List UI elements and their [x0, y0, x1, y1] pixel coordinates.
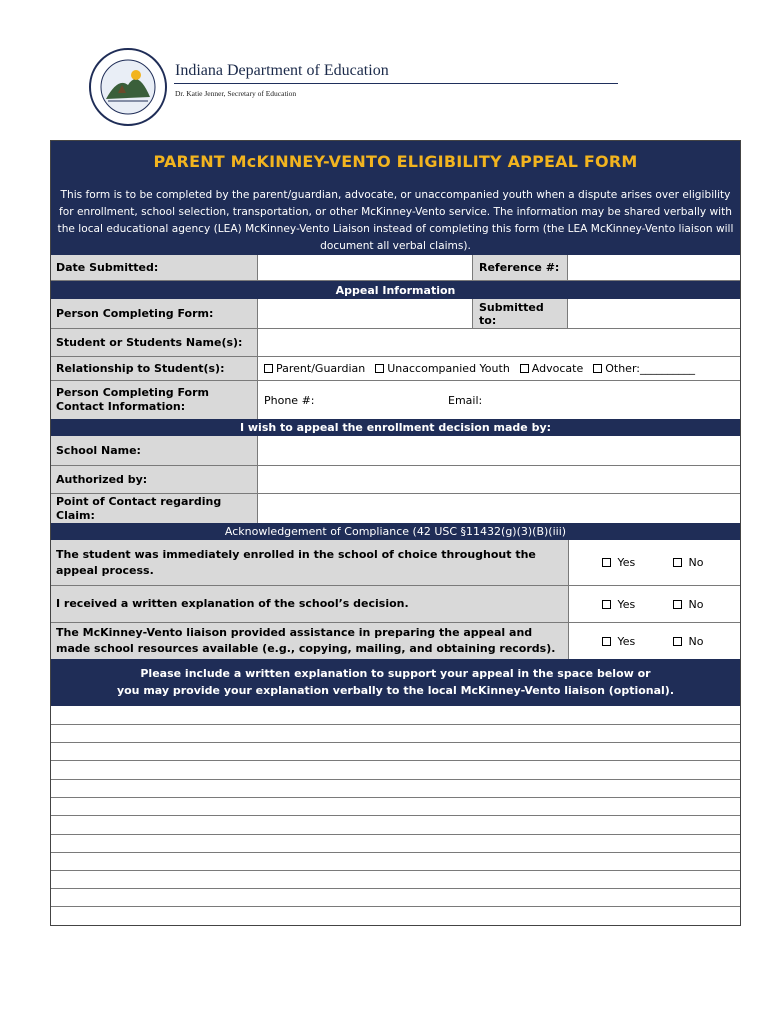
student-names-field[interactable]	[258, 329, 740, 356]
person-completing-label: Person Completing Form:	[51, 299, 258, 328]
checkbox-icon	[602, 558, 611, 567]
submitted-to-label: Submitted to:	[472, 299, 568, 328]
relationship-option-youth[interactable]: Unaccompanied Youth	[375, 362, 510, 375]
checkbox-icon	[520, 364, 529, 373]
student-names-row	[51, 329, 740, 357]
form-title: PARENT McKINNEY-VENTO ELIGIBILITY APPEAL FORM	[153, 152, 638, 171]
appeal-info-heading: Appeal Information	[51, 281, 740, 299]
relationship-options	[264, 357, 740, 380]
authorized-by-label: Authorized by:	[51, 466, 258, 493]
ack-row-assistance	[51, 623, 740, 659]
phone-label: Phone #:	[264, 393, 315, 407]
ack-question: I received a written explanation of the school’s decision.	[51, 586, 569, 622]
school-name-row	[51, 436, 740, 466]
ack-yes-option[interactable]: Yes	[602, 540, 635, 585]
relationship-row	[51, 357, 740, 381]
writing-line	[51, 779, 740, 780]
relationship-option-advocate[interactable]: Advocate	[520, 362, 583, 375]
ack-row-explanation	[51, 586, 740, 623]
reference-field[interactable]	[568, 255, 740, 280]
checkbox-icon	[264, 364, 273, 373]
state-seal-logo	[88, 47, 168, 127]
date-reference-row	[51, 255, 740, 281]
point-of-contact-row	[51, 494, 740, 523]
explanation-line-1: Please include a written explanation to support your appeal in the space below or	[140, 667, 651, 680]
submitted-to-field[interactable]	[568, 299, 740, 328]
email-field[interactable]	[448, 381, 740, 419]
writing-line	[51, 815, 740, 816]
writing-line	[51, 870, 740, 871]
ack-question: The McKinney-Vento liaison provided assistance in preparing the appeal and made school resources available (e.g., copying, mailing, and obtaining records).	[51, 623, 569, 659]
school-name-label: School Name:	[51, 436, 258, 465]
authorized-by-row	[51, 466, 740, 494]
explanation-writing-area[interactable]	[51, 706, 740, 925]
phone-field[interactable]	[264, 381, 444, 419]
ack-row-enrolled	[51, 540, 740, 586]
email-label: Email:	[448, 393, 483, 407]
date-submitted-label: Date Submitted:	[51, 255, 258, 280]
date-submitted-field[interactable]	[258, 255, 472, 280]
writing-line	[51, 852, 740, 853]
appeal-decision-heading: I wish to appeal the enrollment decision made by:	[51, 419, 740, 436]
ack-yes-option[interactable]: Yes	[602, 623, 635, 659]
checkbox-icon	[602, 637, 611, 646]
student-names-label: Student or Students Name(s):	[51, 329, 258, 356]
explanation-line-2: you may provide your explanation verbally to the local McKinney-Vento liaison (optional).	[116, 684, 675, 697]
checkbox-icon	[673, 600, 682, 609]
writing-line	[51, 724, 740, 725]
agency-name: Indiana Department of Education	[175, 62, 389, 79]
ack-no-option[interactable]: No	[673, 586, 703, 622]
form-title-bar	[51, 141, 740, 186]
ack-no-option[interactable]: No	[673, 623, 703, 659]
checkbox-icon	[375, 364, 384, 373]
ack-question: The student was immediately enrolled in the school of choice throughout the appeal process.	[51, 540, 569, 585]
form-intro-text: This form is to be completed by the parent/guardian, advocate, or unaccompanied youth when a dispute arises over eligibility for enrollment, school selection, transportation, or other McKinney-Vento service. The information may be shared verbally with the local educational agency (LEA) McKinney-Vento Liaison instead of completing this form (the LEA McKinney-Vento liaison will document all verbal claims).	[57, 189, 734, 252]
form-intro-bar	[51, 186, 740, 255]
person-submitted-row	[51, 299, 740, 329]
contact-label: Person Completing Form Contact Information:	[51, 381, 258, 419]
checkbox-icon	[673, 558, 682, 567]
writing-line	[51, 888, 740, 889]
contact-row	[51, 381, 740, 419]
ack-no-option[interactable]: No	[673, 540, 703, 585]
writing-line	[51, 797, 740, 798]
header-divider	[174, 83, 618, 84]
relationship-label: Relationship to Student(s):	[51, 357, 258, 380]
ack-yes-option[interactable]: Yes	[602, 586, 635, 622]
school-name-field[interactable]	[258, 436, 740, 465]
explanation-heading	[51, 659, 740, 706]
point-of-contact-label: Point of Contact regarding Claim:	[51, 494, 258, 523]
ack-heading: Acknowledgement of Compliance (42 USC §11432(g)(3)(B)(iii)	[51, 523, 740, 540]
relationship-option-parent[interactable]: Parent/Guardian	[264, 362, 365, 375]
person-completing-field[interactable]	[258, 299, 472, 328]
relationship-option-other[interactable]: Other:__________	[593, 362, 695, 375]
checkbox-icon	[602, 600, 611, 609]
checkbox-icon	[593, 364, 602, 373]
checkbox-icon	[673, 637, 682, 646]
writing-line	[51, 906, 740, 907]
point-of-contact-field[interactable]	[258, 494, 740, 523]
secretary-name: Dr. Katie Jenner, Secretary of Education	[175, 89, 297, 98]
writing-line	[51, 742, 740, 743]
writing-line	[51, 834, 740, 835]
writing-line	[51, 760, 740, 761]
appeal-form	[50, 140, 741, 926]
reference-label: Reference #:	[472, 255, 568, 280]
authorized-by-field[interactable]	[258, 466, 740, 493]
